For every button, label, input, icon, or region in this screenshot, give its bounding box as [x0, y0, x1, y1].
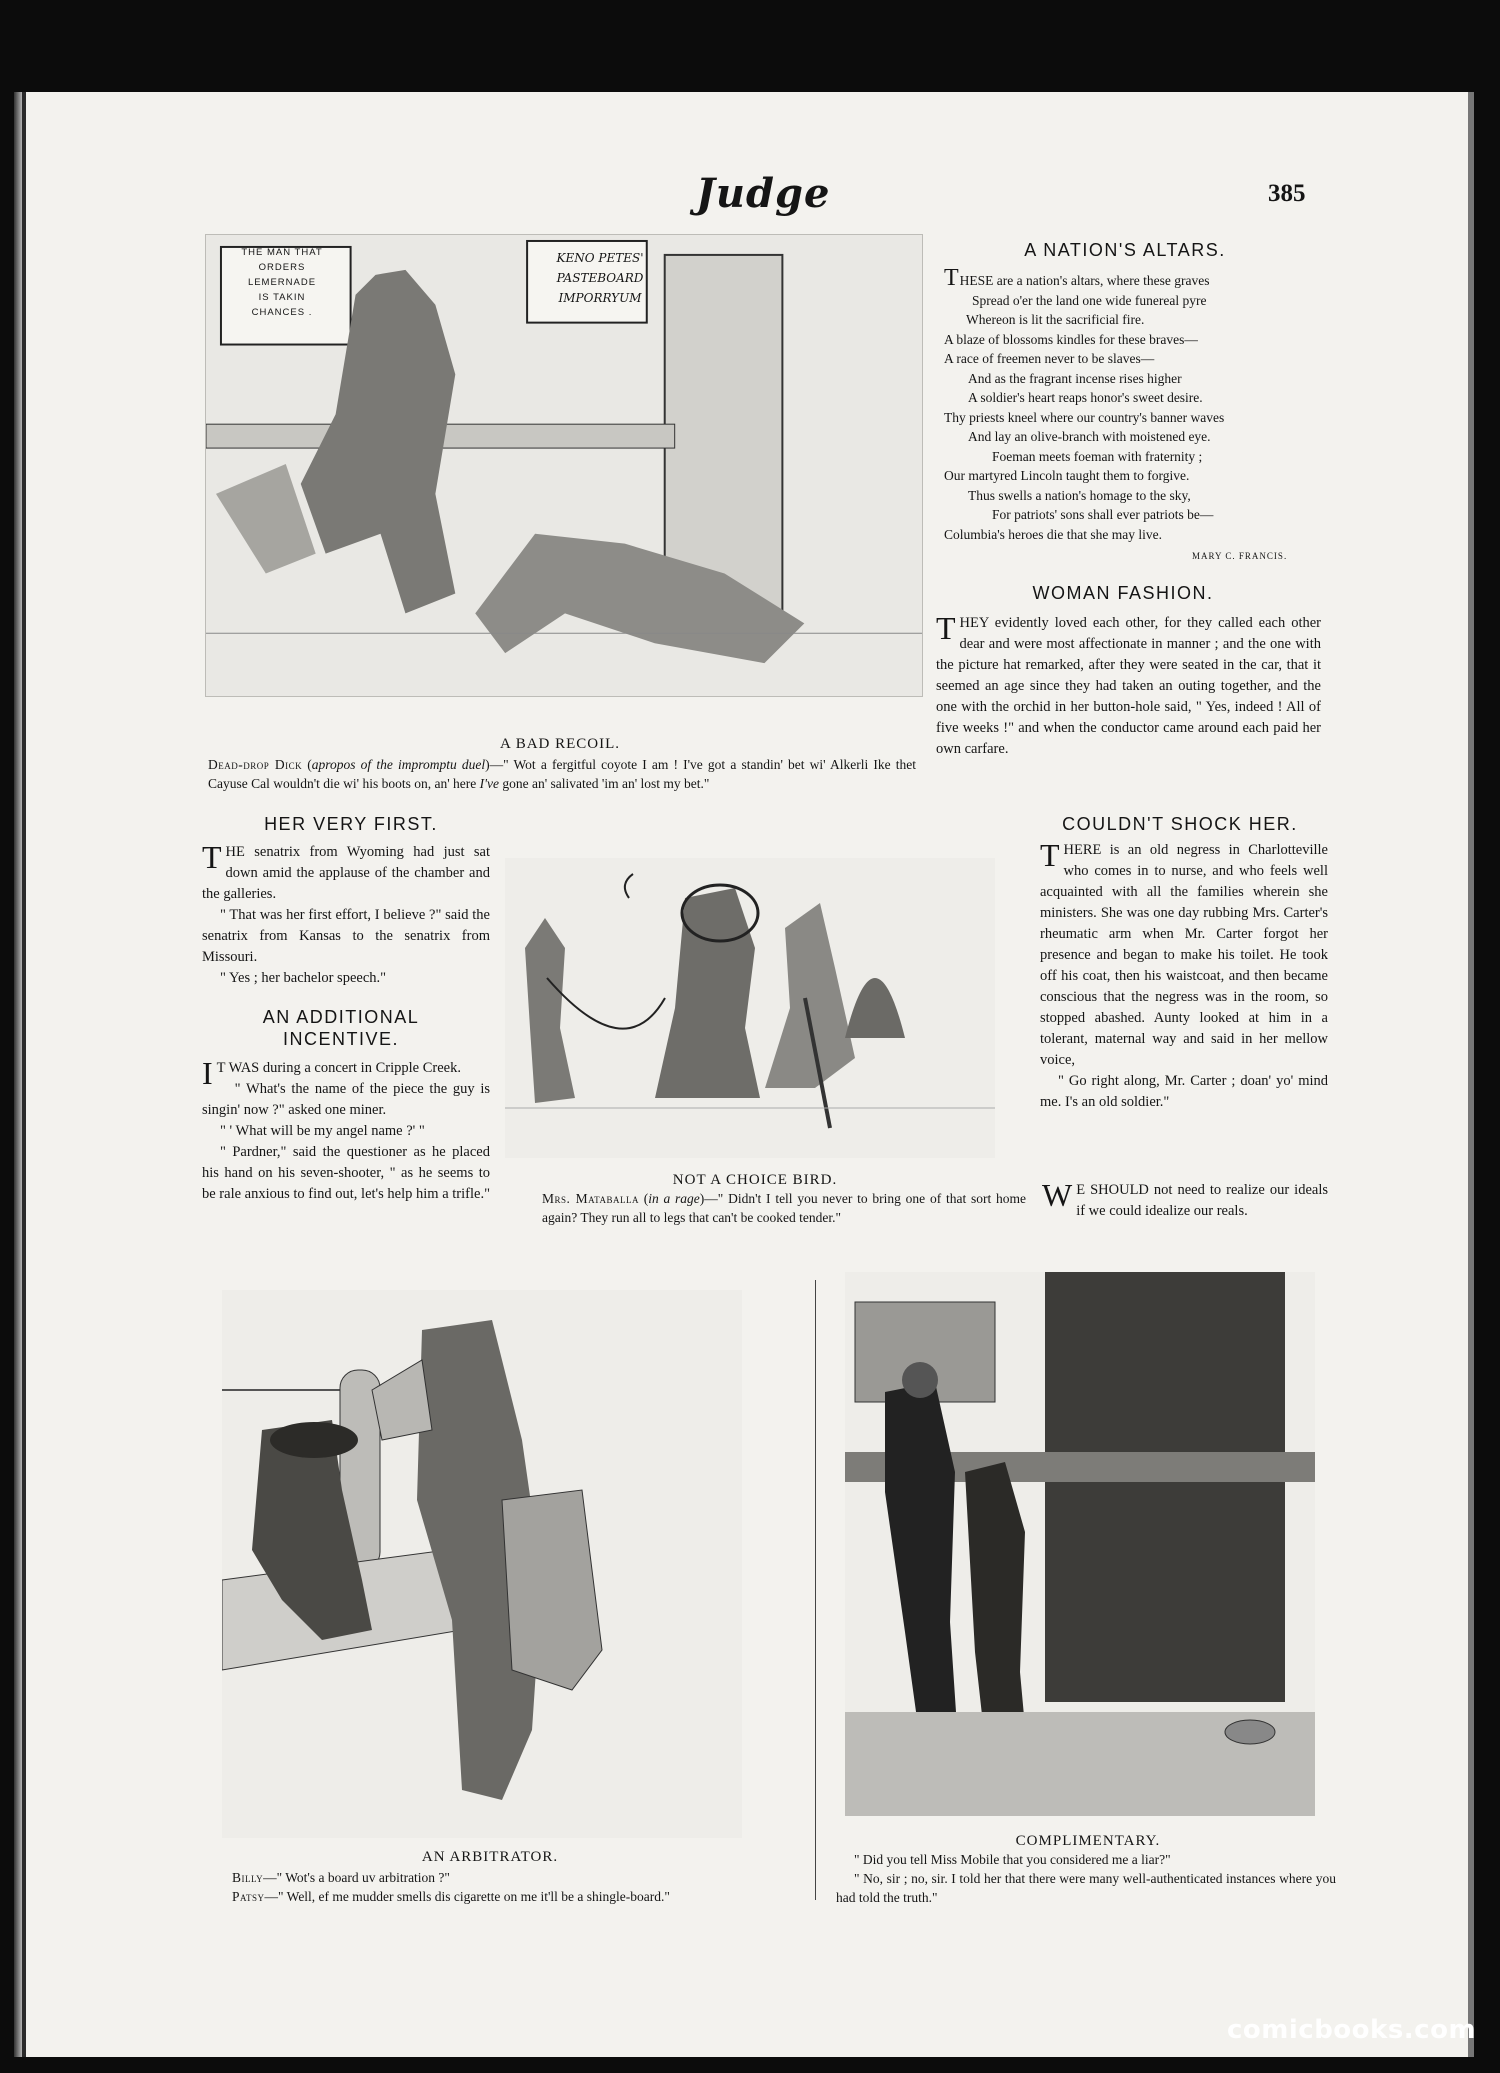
nations-altars-byline: MARY C. FRANCIS.: [1192, 551, 1288, 561]
choice-bird-illustration: [505, 858, 995, 1158]
choice-bird-caption: Mrs. Mataballa (in a rage)—" Didn't I tell you never to bring one of that sort home again? They run all to legs that can't be cooked tender.": [542, 1191, 1027, 1225]
arbitrator-illustration: [222, 1290, 742, 1838]
choice-bird-title: NOT A CHOICE BIRD.: [672, 1172, 838, 1188]
page-number: 385: [1268, 180, 1306, 207]
masthead: Judge: [696, 170, 831, 217]
woman-fashion-text: THEY evidently loved each other, for they called each other dear and were most affectionate in manner ; and the one with the picture hat remarked, after they were seated in the car, that it seemed an age since they had taken an outing together, and the one with the orchid in her button-hole said, " Yes, indeed ! All of five weeks !" and when the conductor came around each paid her own carfare.: [936, 610, 1321, 757]
page-edge: [1468, 92, 1474, 2057]
watermark: comicbooks.com: [1227, 2015, 1477, 2045]
sign-lemonade: THE MAN THAT ORDERS LEMERNADE IS TAKIN CHANCES .: [241, 247, 323, 318]
column-divider: [815, 1280, 816, 1900]
speaker-mrs-mataballa: Mrs. Mataballa: [542, 1191, 639, 1206]
complimentary-caption: " Did you tell Miss Mobile that you considered me a liar?" " No, sir ; no, sir. I told her that there were many well-authenticated instances where you had told the truth.": [836, 1852, 1336, 1905]
arbitrator-title: AN ARBITRATOR.: [421, 1849, 559, 1865]
speaker-billy: Billy: [232, 1870, 264, 1885]
complimentary-title: COMPLIMENTARY.: [1015, 1833, 1161, 1849]
woman-fashion-title: WOMAN FASHION.: [1032, 583, 1214, 603]
shock-her-text: THERE is an old negress in Charlotteville who comes in to nurse, and who feels well acquainted with all the families wherein she ministers. She was one day rubbing Mrs. Carter's rheumatic arm when Mr. Carter forgot her presence and began to make his toilet. He took off his coat, then his waistcoat, and then became conscious that the negress was in the room, so stopped abashed. Aunty looked at him in a tolerant, maternal way and said in her mellow voice, " Go right along, Mr. Carter ; doan' yo' mind me. I's an old soldier.": [1040, 837, 1328, 1110]
sign-keno-petes: KENO PETES' PASTEBOARD IMPORRYUM: [556, 251, 644, 305]
nations-altars-title: A NATION'S ALTARS.: [1024, 240, 1226, 260]
bad-recoil-title: A BAD RECOIL.: [499, 736, 621, 752]
speaker-dead-drop-dick: Dead-drop Dick: [208, 757, 303, 772]
additional-incentive-title: AN ADDITIONAL INCENTIVE.: [262, 1007, 420, 1049]
shock-her-title: COULDN'T SHOCK HER.: [1062, 814, 1298, 834]
complimentary-illustration: [845, 1272, 1315, 1816]
nations-altars-poem: THESE are a nation's altars, where these graves Spread o'er the land one wide funereal pyre Whereon is lit the sacrificial fire. A blaze of blossoms kindles for these braves— A race of freemen never to be slaves— And as the fragrant incense rises higher A soldier's heart reaps honor's sweet desire. Thy priests kneel where our country's banner waves And lay an olive-branch with moistened eye. Foeman meets foeman with fraternity ; Our martyred Lincoln taught them to forgive. Thus swells a nation's homage to the sky, For patriots' sons shall ever patriots be— Columbia's heroes die that she may live.: [944, 265, 1225, 542]
we-should-text: W E SHOULD not need to realize our ideals if we could idealize our reals.: [1042, 1177, 1328, 1219]
bad-recoil-caption: Dead-drop Dick (apropos of the impromptu duel)—" Wot a fergitful coyote I am ! I've got a standin' bet wi' Alkerli Ike thet Cayuse Cal wouldn't die wi' his boots on, an' here I've gone an' salivated 'im an' lost my bet.": [208, 757, 917, 791]
arbitrator-caption: Billy—" Wot's a board uv arbitration ?" Patsy—" Well, ef me mudder smells dis cigarette on me it'll be a shingle-board.": [232, 1870, 670, 1904]
very-first-text: THE senatrix from Wyoming had just sat down amid the applause of the chamber and the galleries. " That was her first effort, I believe ?" said the senatrix from Kansas to the senatrix from Missouri. " Yes ; her bachelor speech.": [202, 839, 490, 986]
additional-incentive-text: I T WAS during a concert in Cripple Creek. " What's the name of the piece the guy is singin' now ?" asked one miner. " ' What will be my angel name ?' " " Pardner," said the questioner as he placed his hand on his seven-shooter, " as he seems to be rale anxious to find out, let's help him a trifle.": [202, 1055, 490, 1202]
speaker-patsy: Patsy: [232, 1889, 265, 1904]
very-first-title: HER VERY FIRST.: [264, 814, 438, 834]
